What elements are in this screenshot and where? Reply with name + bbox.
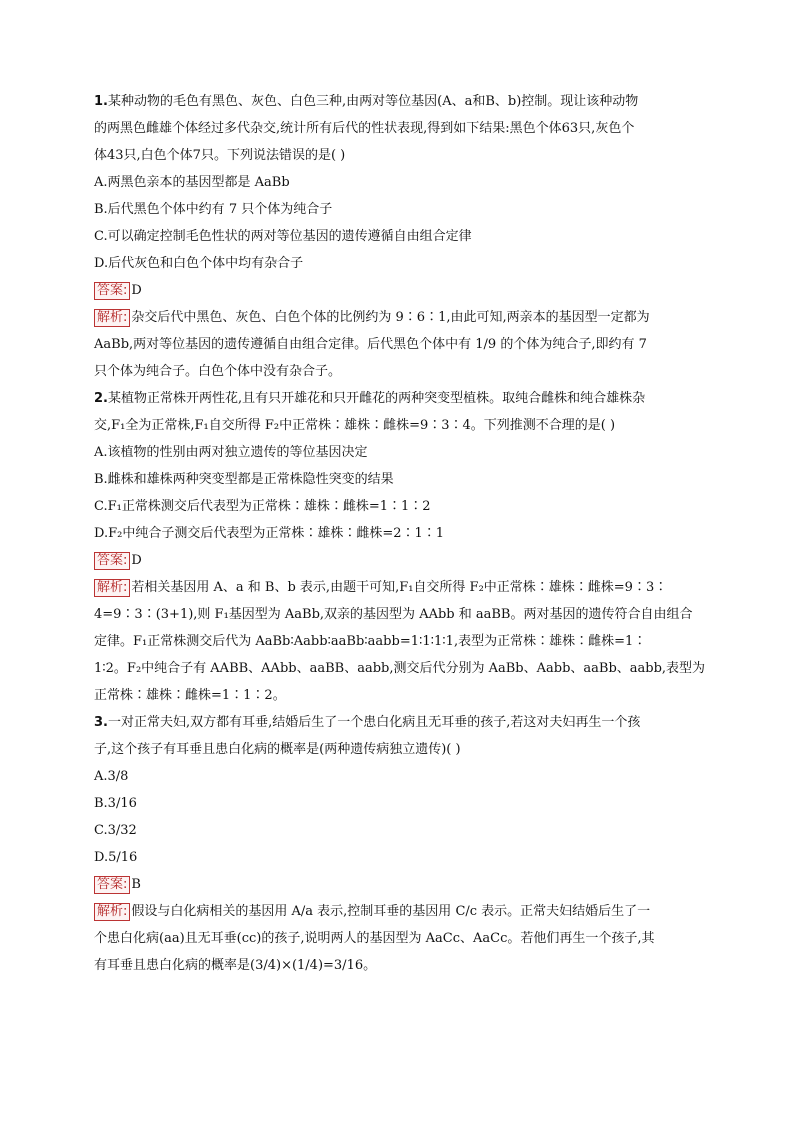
question-stem-line: 的两黑色雌雄个体经过多代杂交,统计所有后代的性状表现,得到如下结果:黑色个体63只,灰色个 xyxy=(94,121,635,136)
question-stem-line: 交,F₁全为正常株,F₁自交所得 F₂中正常株∶雄株∶雌株=9∶3∶4。下列推测不合理的是( ) xyxy=(94,418,616,433)
option-c: C.可以确定控制毛色性状的两对等位基因的遗传遵循自由组合定律 xyxy=(94,229,472,244)
question-1 xyxy=(94,88,714,385)
option-c: C.F₁正常株测交后代表型为正常株∶雄株∶雌株=1∶1∶2 xyxy=(94,499,431,514)
analysis-line xyxy=(94,304,714,331)
analysis-text: 若相关基因用 A、a 和 B、b 表示,由题干可知,F₁自交所得 F₂中正常株∶雄株∶雌株=9∶3∶ xyxy=(131,580,668,595)
answer-tag: 答案: xyxy=(94,282,130,300)
question-stem-line xyxy=(94,88,714,115)
answer-line xyxy=(94,277,714,304)
analysis-line: 4=9∶3∶(3+1),则 F₁基因型为 AaBb,双亲的基因型为 AAbb 和 aaBB。两对基因的遗传符合自由组合 xyxy=(94,607,693,622)
analysis-text: 杂交后代中黑色、灰色、白色个体的比例约为 9∶6∶1,由此可知,两亲本的基因型一定都为 xyxy=(131,310,650,325)
answer-line xyxy=(94,547,714,574)
question-number: 1. xyxy=(94,94,108,109)
option-b: B.雌株和雄株两种突变型都是正常株隐性突变的结果 xyxy=(94,472,394,487)
answer-value: D xyxy=(131,283,142,298)
answer-line xyxy=(94,871,714,898)
answer-value: D xyxy=(131,553,142,568)
analysis-line: 只个体为纯合子。白色个体中没有杂合子。 xyxy=(94,364,342,379)
analysis-line: 个患白化病(aa)且无耳垂(cc)的孩子,说明两人的基因型为 AaCc、AaCc。若他们再生一个孩子,其 xyxy=(94,931,655,946)
question-3 xyxy=(94,709,714,979)
stem-text: 某植物正常株开两性花,且有只开雄花和只开雌花的两种突变型植株。取纯合雌株和纯合雄株杂 xyxy=(107,391,646,406)
question-number: 3. xyxy=(94,715,108,730)
option-d: D.后代灰色和白色个体中均有杂合子 xyxy=(94,256,304,271)
answer-tag: 答案: xyxy=(94,552,130,570)
option-d: D.F₂中纯合子测交后代表型为正常株∶雄株∶雌株=2∶1∶1 xyxy=(94,526,445,541)
option-a: A.该植物的性别由两对独立遗传的等位基因决定 xyxy=(94,445,368,460)
question-2 xyxy=(94,385,714,709)
analysis-tag: 解析: xyxy=(94,579,130,597)
option-a: A.3/8 xyxy=(94,769,129,784)
option-c: C.3/32 xyxy=(94,823,137,838)
analysis-line: AaBb,两对等位基因的遗传遵循自由组合定律。后代黑色个体中有 1/9 的个体为纯合子,即约有 7 xyxy=(94,337,647,352)
analysis-line: 正常株∶雄株∶雌株=1∶1∶2。 xyxy=(94,688,286,703)
question-stem-line: 子,这个孩子有耳垂且患白化病的概率是(两种遗传病独立遗传)( ) xyxy=(94,742,461,757)
question-stem-line: 体43只,白色个体7只。下列说法错误的是( ) xyxy=(94,148,346,163)
option-d: D.5/16 xyxy=(94,850,138,865)
analysis-tag: 解析: xyxy=(94,903,130,921)
analysis-line xyxy=(94,574,714,601)
answer-value: B xyxy=(131,877,141,892)
analysis-text: 假设与白化病相关的基因用 A/a 表示,控制耳垂的基因用 C/c 表示。正常夫妇结婚后生了一 xyxy=(131,904,651,919)
stem-text: 某种动物的毛色有黑色、灰色、白色三种,由两对等位基因(A、a和B、b)控制。现让该种动物 xyxy=(107,94,639,109)
option-b: B.3/16 xyxy=(94,796,137,811)
option-a: A.两黑色亲本的基因型都是 AaBb xyxy=(94,175,290,190)
question-number: 2. xyxy=(94,391,108,406)
stem-text: 一对正常夫妇,双方都有耳垂,结婚后生了一个患白化病且无耳垂的孩子,若这对夫妇再生一个孩 xyxy=(107,715,641,730)
analysis-tag: 解析: xyxy=(94,309,130,327)
analysis-line: 定律。F₁正常株测交后代为 AaBb∶Aabb∶aaBb∶aabb=1∶1∶1∶1,表型为正常株∶雄株∶雌株=1∶ xyxy=(94,634,647,649)
question-stem-line xyxy=(94,709,714,736)
worksheet xyxy=(94,88,714,979)
answer-tag: 答案: xyxy=(94,876,130,894)
analysis-line: 1∶2。F₂中纯合子有 AABB、AAbb、aaBB、aabb,测交后代分别为 AaBb、Aabb、aaBb、aabb,表型为 xyxy=(94,661,706,676)
question-stem-line xyxy=(94,385,714,412)
option-b: B.后代黑色个体中约有 7 只个体为纯合子 xyxy=(94,202,333,217)
analysis-line: 有耳垂且患白化病的概率是(3/4)×(1/4)=3/16。 xyxy=(94,958,377,973)
analysis-line xyxy=(94,898,714,925)
